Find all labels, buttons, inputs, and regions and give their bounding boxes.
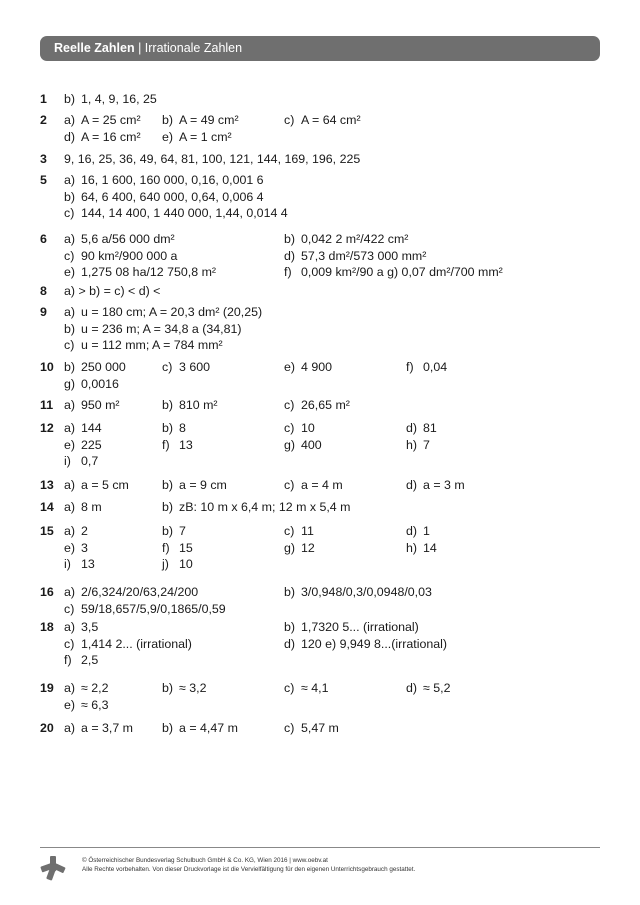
answer-item xyxy=(64,477,129,494)
answer-item xyxy=(284,231,408,248)
answer-item xyxy=(284,397,350,414)
answer-text: a = 4,47 m xyxy=(179,721,238,735)
answer-item xyxy=(284,523,314,540)
answer-text: 4 900 xyxy=(301,360,333,374)
answer-text: 3,5 xyxy=(81,620,99,634)
header-title: Reelle Zahlen xyxy=(54,41,135,55)
answer-item xyxy=(64,499,102,516)
answer-item xyxy=(64,523,88,540)
exercise-number: 9 xyxy=(40,305,47,319)
answer-label: e) xyxy=(162,129,174,144)
answer-text: 1,414 2... (irrational) xyxy=(81,636,192,651)
answer-label: d) xyxy=(406,421,418,435)
answer-text: 0,009 km²/90 a g) 0,07 dm²/700 mm² xyxy=(301,265,503,279)
answer-text: 0,0016 xyxy=(81,376,119,391)
answer-item xyxy=(284,420,315,437)
answer-label: a) xyxy=(64,721,76,735)
exercise-block xyxy=(40,720,610,737)
answer-label: d) xyxy=(284,636,296,651)
answer-text: 0,7 xyxy=(81,454,99,468)
answer-row xyxy=(40,264,610,281)
answer-row xyxy=(40,584,610,601)
answer-label: g) xyxy=(284,540,296,555)
answer-row xyxy=(40,601,610,618)
answer-row xyxy=(40,437,610,454)
answer-item xyxy=(162,397,218,414)
answer-label: b) xyxy=(64,321,76,336)
answer-text: 10 xyxy=(179,557,193,571)
answer-label: g) xyxy=(284,437,296,452)
answer-item xyxy=(64,151,360,168)
answer-label: d) xyxy=(406,524,418,538)
answer-text: ≈ 2,2 xyxy=(81,681,109,695)
answer-item xyxy=(284,477,343,494)
answer-item xyxy=(64,91,157,108)
exercise-block xyxy=(40,499,610,516)
answer-label: b) xyxy=(284,232,296,246)
answer-item xyxy=(162,359,210,376)
answer-item xyxy=(284,540,315,557)
answer-text: 9, 16, 25, 36, 49, 64, 81, 100, 121, 144, 169, 196, 225 xyxy=(64,152,361,166)
exercise-block xyxy=(40,584,610,617)
answer-label: b) xyxy=(162,398,174,412)
answer-label: b) xyxy=(162,478,174,492)
answer-text: 950 m² xyxy=(81,398,120,412)
answer-text: 5,47 m xyxy=(301,721,339,735)
exercise-block xyxy=(40,680,610,713)
answer-label: c) xyxy=(284,113,295,127)
exercise-block xyxy=(40,397,610,414)
answer-label: e) xyxy=(64,437,76,452)
footer-copyright: © Österreichischer Bundesverlag Schulbuch GmbH & Co. KG, Wien 2016 | www.oebv.at xyxy=(82,857,328,864)
answer-label: f) xyxy=(406,360,414,374)
answer-row xyxy=(40,499,610,516)
answer-label: c) xyxy=(64,338,75,352)
answer-label: a) xyxy=(64,524,76,538)
answer-text: 26,65 m² xyxy=(301,398,350,412)
answer-text: 90 km²/900 000 a xyxy=(81,248,178,263)
answer-text: 57,3 dm²/573 000 mm² xyxy=(301,248,427,263)
answer-label: g) xyxy=(64,376,76,391)
answer-item xyxy=(406,523,430,540)
answer-label: a) xyxy=(64,113,76,127)
answer-label: c) xyxy=(284,421,295,435)
answer-item xyxy=(162,720,238,737)
footer-rights: Alle Rechte vorbehalten. Von dieser Druckvorlage ist die Vervielfältigung für den eigenen Unterrichtsgebrauch gestattet. xyxy=(82,865,416,873)
answer-item xyxy=(64,437,102,454)
answer-item xyxy=(284,359,332,376)
answer-label: b) xyxy=(162,524,174,538)
answer-label: d) xyxy=(64,129,76,144)
answer-label: b) xyxy=(162,721,174,735)
answer-item xyxy=(64,540,88,557)
answer-row xyxy=(40,636,610,653)
answer-text: u = 236 m; A = 34,8 a (34,81) xyxy=(81,321,242,336)
answer-text: A = 1 cm² xyxy=(179,129,232,144)
answer-item xyxy=(406,680,450,697)
answer-label: c) xyxy=(162,360,173,374)
exercise-number: 20 xyxy=(40,721,54,735)
answer-row xyxy=(40,556,610,573)
answer-text: A = 16 cm² xyxy=(81,129,141,144)
answer-label: a) xyxy=(64,232,76,246)
answer-item xyxy=(64,601,226,618)
answer-text: 64, 6 400, 640 000, 0,64, 0,006 4 xyxy=(81,189,264,204)
answer-label: c) xyxy=(64,248,75,263)
answer-item xyxy=(406,437,430,454)
answer-row xyxy=(40,91,610,108)
answer-label: a) xyxy=(64,620,76,634)
answer-item xyxy=(64,556,95,573)
answer-item xyxy=(162,540,193,557)
answer-row xyxy=(40,129,610,146)
answer-row xyxy=(40,337,610,354)
answer-item xyxy=(162,556,193,573)
answer-text: a = 3,7 m xyxy=(81,721,134,735)
exercise-block xyxy=(40,112,610,145)
answer-text: 16, 1 600, 160 000, 0,16, 0,001 6 xyxy=(81,173,264,187)
answer-row xyxy=(40,151,610,168)
exercise-number: 12 xyxy=(40,421,54,435)
exercise-number: 15 xyxy=(40,524,54,538)
answer-item xyxy=(284,584,432,601)
answer-text: 225 xyxy=(81,437,102,452)
answer-label: a) xyxy=(64,478,76,492)
answer-text: a) > b) = c) < d) < xyxy=(64,284,161,298)
answer-row xyxy=(40,453,610,470)
answer-item xyxy=(284,636,447,653)
answer-label: b) xyxy=(162,421,174,435)
answer-label: b) xyxy=(162,500,174,514)
answer-text: ≈ 5,2 xyxy=(423,681,451,695)
answer-text: 2/6,324/20/63,24/200 xyxy=(81,585,199,599)
exercise-number: 10 xyxy=(40,360,54,374)
exercise-block xyxy=(40,172,610,222)
answer-row xyxy=(40,523,610,540)
answer-text: u = 180 cm; A = 20,3 dm² (20,25) xyxy=(81,305,263,319)
answer-item xyxy=(64,205,288,222)
answer-text: 11 xyxy=(301,524,314,538)
answer-item xyxy=(284,680,328,697)
answer-text: 12 xyxy=(301,540,315,555)
answer-item xyxy=(284,112,361,129)
answer-item xyxy=(64,397,120,414)
answer-text: 144 xyxy=(81,421,102,435)
answer-item xyxy=(162,499,350,516)
answer-label: b) xyxy=(284,585,296,599)
answer-row xyxy=(40,680,610,697)
answer-text: 144, 14 400, 1 440 000, 1,44, 0,014 4 xyxy=(81,206,288,220)
answer-row xyxy=(40,420,610,437)
answer-label: c) xyxy=(284,478,295,492)
answer-item xyxy=(162,523,186,540)
answer-text: A = 25 cm² xyxy=(81,113,141,127)
answer-label: c) xyxy=(284,681,295,695)
answer-label: c) xyxy=(64,636,75,651)
answer-label: d) xyxy=(406,478,418,492)
answer-item xyxy=(162,129,232,146)
answer-item xyxy=(406,540,437,557)
answer-row xyxy=(40,540,610,557)
answer-item xyxy=(64,231,175,248)
answer-text: 8 xyxy=(179,421,186,435)
answer-item xyxy=(64,189,264,206)
answer-row xyxy=(40,697,610,714)
answer-row xyxy=(40,112,610,129)
answer-item xyxy=(284,619,419,636)
answer-label: a) xyxy=(64,681,76,695)
answer-item xyxy=(64,321,242,338)
exercise-number: 6 xyxy=(40,232,47,246)
answer-item xyxy=(64,304,262,321)
exercise-number: 18 xyxy=(40,620,54,634)
answer-row xyxy=(40,720,610,737)
answer-text: 0,04 xyxy=(423,360,448,374)
answer-text: zB: 10 m x 6,4 m; 12 m x 5,4 m xyxy=(179,500,351,514)
answer-label: c) xyxy=(64,206,75,220)
answer-item xyxy=(284,248,426,265)
exercise-number: 16 xyxy=(40,585,54,599)
answer-item xyxy=(64,652,98,669)
answer-item xyxy=(64,453,98,470)
exercise-number: 3 xyxy=(40,152,47,166)
answer-text: 3 600 xyxy=(179,360,211,374)
answer-item xyxy=(64,720,133,737)
answer-item xyxy=(406,359,447,376)
answer-label: b) xyxy=(162,113,174,127)
header-subtitle: Irrationale Zahlen xyxy=(144,41,243,55)
exercise-number: 19 xyxy=(40,681,54,695)
answer-text: 810 m² xyxy=(179,398,218,412)
answer-label: a) xyxy=(64,500,76,514)
answer-item xyxy=(64,264,216,281)
exercise-number: 2 xyxy=(40,113,47,127)
answer-label: f) xyxy=(284,265,292,279)
answer-item xyxy=(406,420,437,437)
answer-item xyxy=(64,172,264,189)
answer-text: ≈ 4,1 xyxy=(301,681,329,695)
answer-text: 59/18,657/5,9/0,1865/0,59 xyxy=(81,601,226,616)
answer-text: 14 xyxy=(423,540,437,555)
footer-divider xyxy=(40,847,600,848)
answer-item xyxy=(64,697,108,714)
footer-text xyxy=(82,857,415,874)
answer-row xyxy=(40,283,610,300)
answer-text: 3 xyxy=(81,540,88,555)
answer-row xyxy=(40,397,610,414)
exercise-block xyxy=(40,91,610,108)
exercise-block xyxy=(40,477,610,494)
answer-item xyxy=(64,112,141,129)
answer-label: a) xyxy=(64,585,76,599)
answer-item xyxy=(64,337,223,354)
answer-item xyxy=(64,584,198,601)
answer-text: 2,5 xyxy=(81,653,99,667)
exercise-number: 5 xyxy=(40,173,47,187)
answer-row xyxy=(40,231,610,248)
answer-item xyxy=(162,420,186,437)
exercise-number: 1 xyxy=(40,92,47,106)
answer-label: c) xyxy=(284,721,295,735)
answer-item xyxy=(64,376,119,393)
answer-item xyxy=(64,283,160,300)
answer-label: h) xyxy=(406,540,418,555)
answer-text: 3/0,948/0,3/0,0948/0,03 xyxy=(301,585,432,599)
answer-row xyxy=(40,304,610,321)
answer-item xyxy=(284,720,339,737)
answer-text: a = 4 m xyxy=(301,478,343,492)
answer-text: a = 9 cm xyxy=(179,478,227,492)
answer-text: 7 xyxy=(179,524,186,538)
answer-text: ≈ 3,2 xyxy=(179,681,207,695)
exercise-number: 11 xyxy=(40,398,54,412)
answer-label: h) xyxy=(406,437,418,452)
answer-item xyxy=(64,129,141,146)
answer-label: i) xyxy=(64,557,71,571)
answer-text: 0,042 2 m²/422 cm² xyxy=(301,232,409,246)
answer-item xyxy=(64,248,177,265)
answer-label: a) xyxy=(64,305,76,319)
answer-row xyxy=(40,321,610,338)
exercise-block xyxy=(40,151,610,168)
answer-row xyxy=(40,205,610,222)
exercise-number: 14 xyxy=(40,500,54,514)
answer-item xyxy=(162,112,239,129)
answer-label: f) xyxy=(64,653,72,667)
exercise-block xyxy=(40,359,610,392)
answer-text: 120 e) 9,949 8...(irrational) xyxy=(301,636,448,651)
answer-label: b) xyxy=(284,620,296,634)
answer-item xyxy=(284,264,503,281)
exercise-block xyxy=(40,619,610,669)
answer-label: a) xyxy=(64,398,76,412)
answer-text: 8 m xyxy=(81,500,102,514)
answer-text: 1 xyxy=(423,524,430,538)
answer-item xyxy=(162,680,206,697)
exercise-block xyxy=(40,231,610,281)
answer-label: j) xyxy=(162,557,169,571)
answer-text: A = 49 cm² xyxy=(179,113,239,127)
answer-item xyxy=(64,420,102,437)
answer-text: a = 3 m xyxy=(423,478,465,492)
exercise-block xyxy=(40,283,610,300)
answer-row xyxy=(40,248,610,265)
exercise-number: 8 xyxy=(40,284,47,298)
answer-item xyxy=(162,437,193,454)
answer-row xyxy=(40,359,610,376)
answer-label: e) xyxy=(284,360,296,374)
answer-text: 15 xyxy=(179,540,193,555)
answer-row xyxy=(40,652,610,669)
answer-text: 1,275 08 ha/12 750,8 m² xyxy=(81,265,217,279)
answer-text: u = 112 mm; A = 784 mm² xyxy=(81,338,223,352)
publisher-logo-icon xyxy=(40,855,66,881)
answer-text: 1,7320 5... (irrational) xyxy=(301,620,419,634)
answer-label: e) xyxy=(64,697,76,712)
answer-label: e) xyxy=(64,540,76,555)
answer-label: b) xyxy=(64,92,76,106)
answer-text: 2 xyxy=(81,524,88,538)
answer-text: 250 000 xyxy=(81,360,126,374)
answer-text: 400 xyxy=(301,437,322,452)
exercise-number: 13 xyxy=(40,478,54,492)
answer-label: a) xyxy=(64,173,76,187)
answer-item xyxy=(64,619,98,636)
answer-label: f) xyxy=(162,540,170,555)
answer-label: b) xyxy=(162,681,174,695)
answer-item xyxy=(64,636,192,653)
answer-row xyxy=(40,477,610,494)
answer-label: c) xyxy=(284,524,295,538)
header-separator: | xyxy=(134,41,145,55)
answer-label: c) xyxy=(64,601,75,616)
answer-item xyxy=(64,359,126,376)
answer-item xyxy=(162,477,227,494)
answer-row xyxy=(40,376,610,393)
answer-label: b) xyxy=(64,360,76,374)
exercise-block xyxy=(40,420,610,470)
answer-label: a) xyxy=(64,421,76,435)
answer-text: 10 xyxy=(301,421,315,435)
answer-label: b) xyxy=(64,189,76,204)
answer-text: a = 5 cm xyxy=(81,478,129,492)
answer-text: 5,6 a/56 000 dm² xyxy=(81,232,175,246)
answer-label: i) xyxy=(64,454,71,468)
answer-text: 13 xyxy=(81,557,95,571)
answer-text: ≈ 6,3 xyxy=(81,697,109,712)
answer-label: c) xyxy=(284,398,295,412)
exercise-block xyxy=(40,304,610,354)
answer-item xyxy=(284,437,322,454)
answer-text: 81 xyxy=(423,421,437,435)
answer-label: d) xyxy=(406,681,418,695)
answer-item xyxy=(406,477,465,494)
answer-row xyxy=(40,619,610,636)
answer-text: A = 64 cm² xyxy=(301,113,361,127)
answer-label: f) xyxy=(162,437,170,452)
answer-row xyxy=(40,189,610,206)
answer-text: 1, 4, 9, 16, 25 xyxy=(81,92,157,106)
answer-text: 7 xyxy=(423,437,430,452)
page-header xyxy=(40,36,600,61)
answer-label: e) xyxy=(64,265,76,279)
answer-label: d) xyxy=(284,248,296,263)
exercise-block xyxy=(40,523,610,573)
answer-text: 13 xyxy=(179,437,193,452)
answer-row xyxy=(40,172,610,189)
answer-item xyxy=(64,680,108,697)
